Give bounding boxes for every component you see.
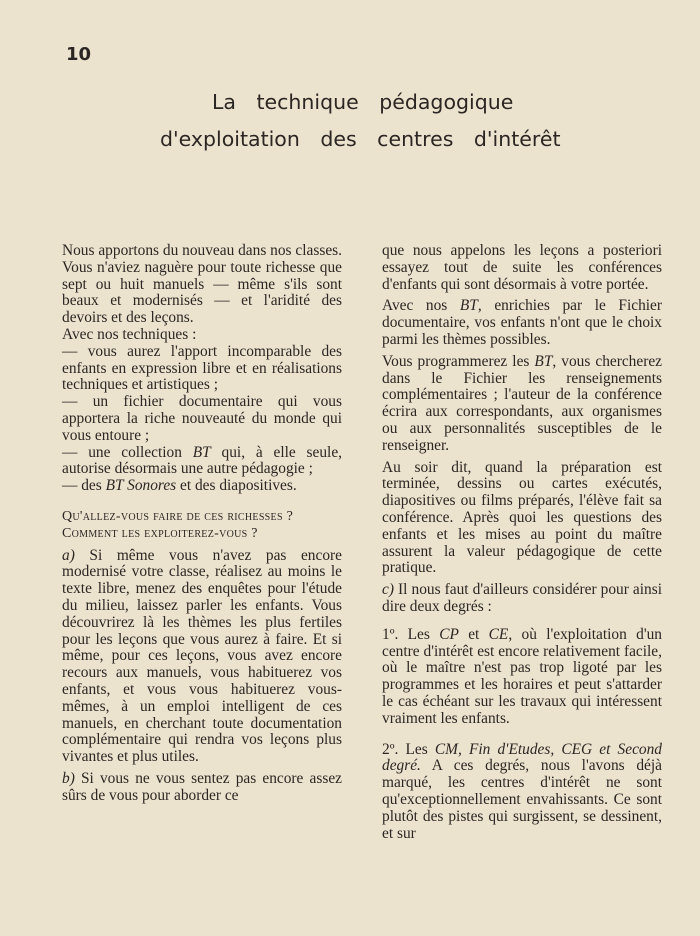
emphasis-bt: BT — [192, 443, 211, 461]
paragraph-techniques: Avec nos techniques : — [62, 325, 197, 343]
text: A ces degrés, nous l'avons déjà marqué, les centres d'intérêt ne sont qu'exceptionnellement envahissants. Ce sont plutôt des pistes qui surgissent, se dessinent, et sur — [382, 757, 662, 842]
text: Si même vous n'avez pas encore modernisé votre classe, réalisez au moins le texte libre, menez des enquêtes pour l'étude du milieu, laissez parler les enfants. Vous découvrirez là les thèmes les plus fertiles pour les leçons que vous aurez à faire. Et si même, pour ces leçons, vous avez encore recours aux manuels, vous habituerez vos enfants, et vous vous habituerez vous-mêmes, à un emploi intelligent de ces manuels, en cherchant toute documentation complémentaire qui rendra vos leçons plus vivantes et plus utiles. — [62, 546, 342, 766]
text: Vous programmerez les — [382, 352, 535, 370]
paragraph-a — [62, 548, 342, 766]
title-line-2: d'exploitation des centres d'intérêt — [160, 127, 561, 151]
text: Si vous ne vous sentez pas encore assez sûrs de vous pour aborder ce — [62, 769, 342, 804]
page-number: 10 — [66, 44, 92, 65]
text: , où l'exploitation d'un centre d'intérêt est encore relativement facile, où le maître n'est pas trop ligoté par les programmes et les horaires et peut s'attarder le cas échéant sur les travaux qui intéressent vraiment les enfants. — [382, 625, 662, 727]
emphasis-ce: CE — [488, 625, 509, 643]
emphasis-bt: BT — [534, 352, 553, 370]
page-title — [0, 84, 700, 158]
emphasis-bt-sonores: BT Sonores — [105, 477, 177, 495]
emphasis-bt: BT — [459, 297, 478, 315]
section-heading — [62, 509, 342, 543]
list-item-bt-sonores — [62, 478, 342, 495]
paragraph-soir-dit: Au soir dit, quand la préparation est terminée, dessins ou cartes exécutés, diapositives ou films préparés, l'élève fait sa conférence. Après quoi les questions des enfants et les mises au point du maître assurent la valeur pédagogique de cette pratique. — [382, 458, 662, 577]
right-column — [382, 243, 662, 842]
text: , vous chercherez dans le Fichier les renseignements complémentaires ; l'auteur de la conférence écrira aux correspondants, aux organismes ou aux personnalités susceptibles de le renseigner. — [382, 352, 662, 454]
title-line-1: La technique pédagogique — [212, 90, 514, 114]
paragraph-a-posteriori: que nous appelons les leçons a posteriori essayez tout de suite les conférences d'enfants qui sont désormais à votre portée. — [382, 242, 662, 293]
text: — une collection — [62, 443, 193, 461]
list-item-expression: — vous aurez l'apport incomparable des enfants en expression libre et en réalisations techniques et artistiques ; — [62, 342, 342, 394]
text: 2º. Les — [382, 740, 435, 758]
text: Il nous faut d'ailleurs considérer pour ainsi dire deux degrés : — [382, 581, 662, 615]
marker-c: c) — [382, 581, 394, 599]
paragraph-degre-1 — [382, 627, 662, 728]
text: qui, à elle seule, autorise désormais une autre pédagogie ; — [62, 443, 343, 478]
marker-a: a) — [62, 546, 75, 564]
section-heading-line-2: Comment les exploiterez-vous ? — [62, 525, 258, 541]
text: et des diapositives. — [176, 477, 297, 495]
paragraph-c — [382, 582, 662, 616]
emphasis-cp: CP — [439, 625, 459, 643]
text: , enrichies par le Fichier documentaire, vos enfants n'ont que le choix parmi les thèmes possibles. — [382, 297, 662, 348]
left-column — [62, 243, 342, 805]
marker-b: b) — [62, 769, 75, 787]
text: — des — [62, 477, 106, 495]
paragraph-degre-2 — [382, 742, 662, 843]
text: et — [458, 625, 489, 643]
text: 1º. Les — [382, 625, 440, 643]
paragraph-b — [62, 771, 342, 805]
paragraph-bt-fichier — [382, 298, 662, 348]
paragraph-manuels: Vous n'aviez naguère pour toute richesse que sept ou huit manuels — même s'ils sont beaux et modernisés — et l'aridité des devoirs et des leçons. — [62, 258, 342, 327]
section-heading-line-1: Qu'allez-vous faire de ces richesses ? — [62, 508, 294, 524]
paragraph-programmerez — [382, 354, 662, 455]
paragraph-intro: Nous apportons du nouveau dans nos classes. — [62, 242, 342, 259]
emphasis-cm: CM, Fin d'Etudes, CEG et Second degré. — [382, 740, 662, 775]
text: Avec nos — [382, 297, 460, 315]
list-item-collection-bt — [62, 445, 342, 479]
list-item-fichier: — un fichier documentaire qui vous apportera la riche nouveauté du monde qui vous entoure ; — [62, 393, 342, 444]
